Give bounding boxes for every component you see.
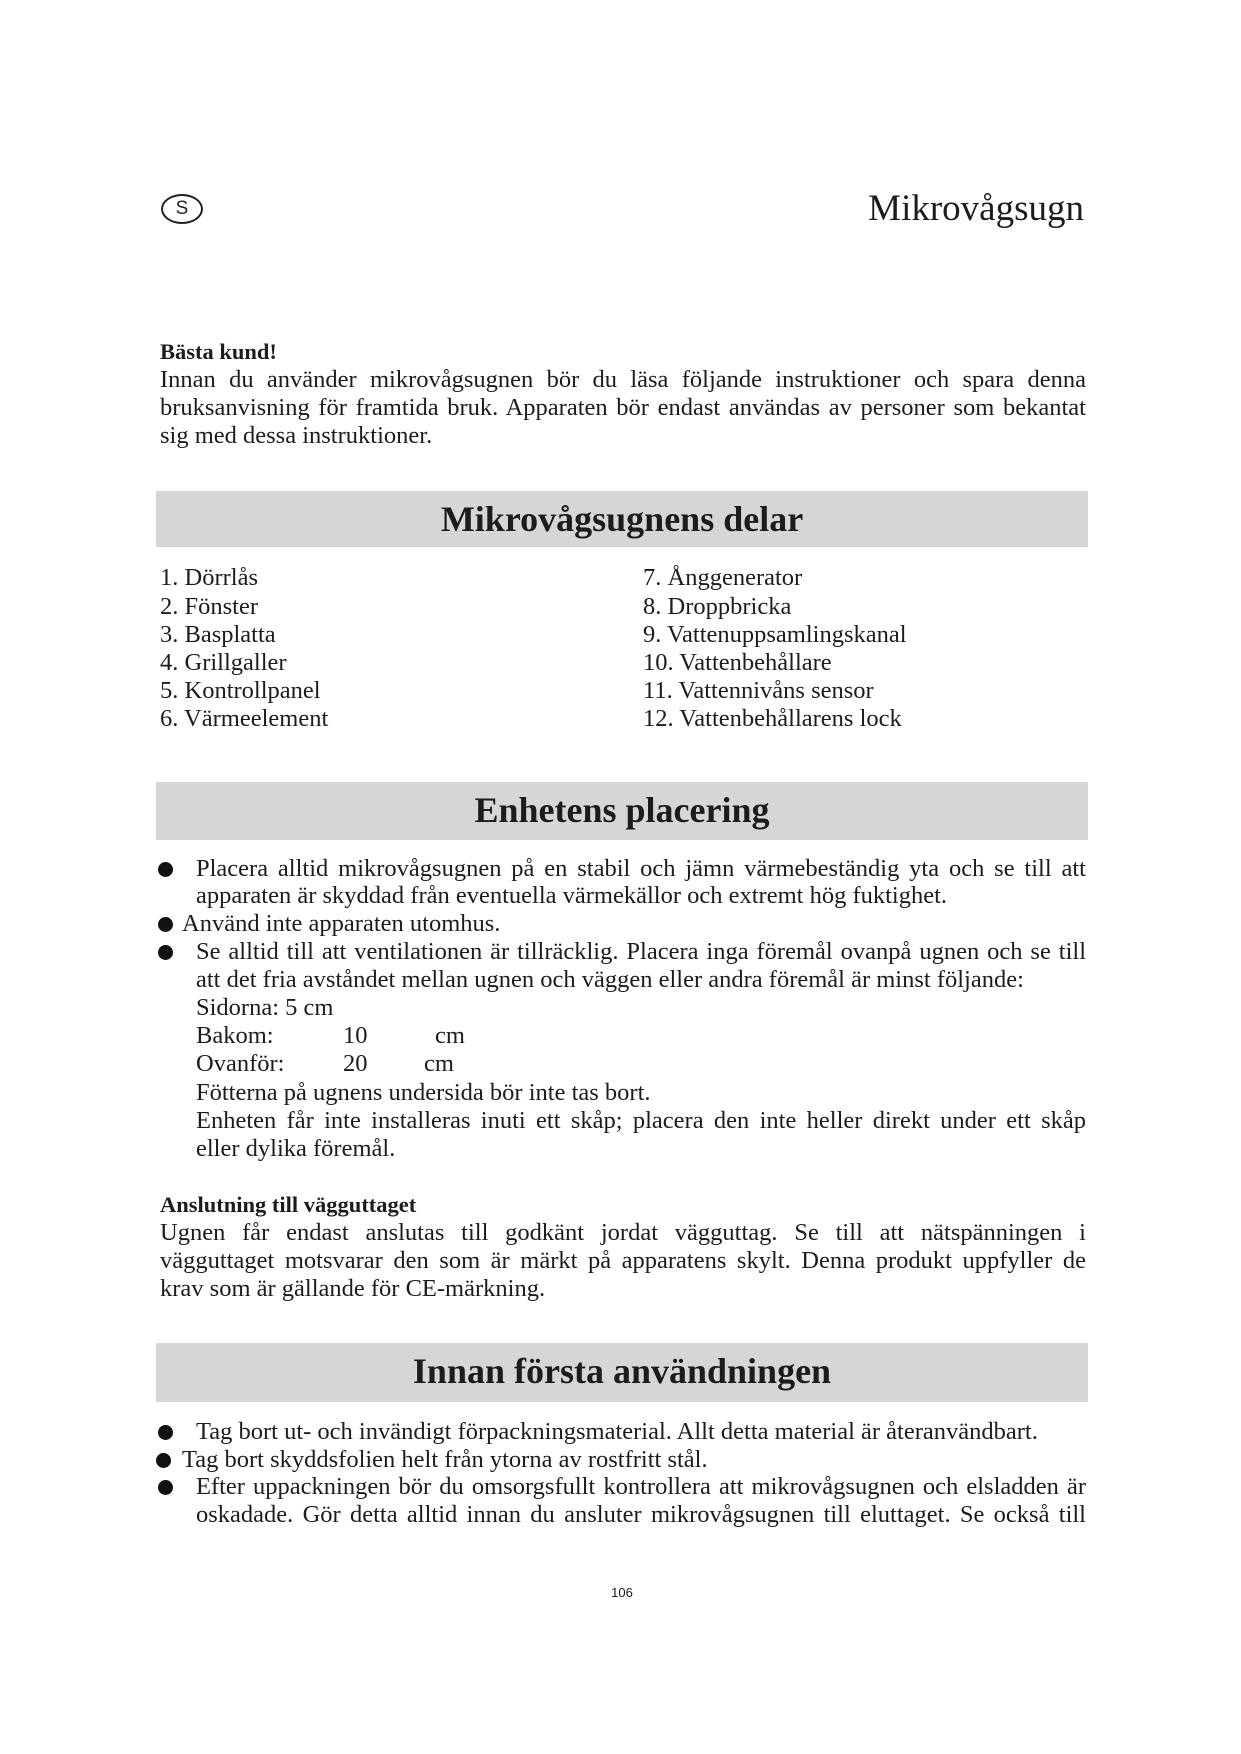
bullet-line: att det fria avståndet mellan ugnen och väggen eller andra föremål är minst följande: xyxy=(196,966,1024,993)
part-item: 10. Vattenbehållare xyxy=(643,649,832,676)
bullet-line: Placera alltid mikrovågsugnen på en stabil och jämn värmebeständig yta och se till att xyxy=(196,855,1086,882)
bullet-line: Efter uppackningen bör du omsorgsfullt kontrollera att mikrovågsugnen och elsladden är xyxy=(196,1473,1086,1500)
note-line: eller dylika föremål. xyxy=(196,1135,396,1162)
part-item: 11. Vattennivåns sensor xyxy=(643,677,874,704)
bullet-icon xyxy=(156,1453,171,1468)
part-item: 12. Vattenbehållarens lock xyxy=(643,705,902,732)
clearance-value: 20 xyxy=(343,1050,368,1077)
section-heading-placement: Enhetens placering xyxy=(156,782,1088,840)
bullet-line: Tag bort ut- och invändigt förpackningsmaterial. Allt detta material är återanvändbart. xyxy=(196,1418,1038,1445)
part-item: 1. Dörrlås xyxy=(160,564,258,591)
note-line: Enheten får inte installeras inuti ett skåp; placera den inte heller direkt under ett skåp xyxy=(196,1107,1086,1134)
part-item: 2. Fönster xyxy=(160,593,258,620)
bullet-icon xyxy=(158,945,173,960)
part-item: 8. Droppbricka xyxy=(643,593,792,620)
greeting: Bästa kund! xyxy=(160,339,277,364)
intro-line: sig med dessa instruktioner. xyxy=(160,422,433,449)
subheading-connection: Anslutning till vägguttaget xyxy=(160,1192,417,1217)
clearance-label: Ovanför: xyxy=(196,1050,285,1077)
clearance-unit: cm xyxy=(424,1050,454,1077)
clearance-label: Bakom: xyxy=(196,1022,274,1049)
bullet-line: Använd inte apparaten utomhus. xyxy=(182,910,501,937)
bullet-icon xyxy=(158,917,173,932)
clearance-sides: Sidorna: 5 cm xyxy=(196,994,334,1021)
bullet-line: oskadade. Gör detta alltid innan du ansluter mikrovågsugnen till eluttaget. Se också till xyxy=(196,1501,1086,1528)
bullet-line: Tag bort skyddsfolien helt från ytorna av rostfritt stål. xyxy=(182,1446,708,1473)
bullet-icon xyxy=(158,1425,173,1440)
page-number: 106 xyxy=(611,1585,633,1600)
bullet-line: apparaten är skyddad från eventuella värmekällor och extremt hög fuktighet. xyxy=(196,882,948,909)
section-heading-parts: Mikrovågsugnens delar xyxy=(156,491,1088,547)
page-title: Mikrovågsugn xyxy=(868,188,1084,229)
note-line: Fötterna på ugnens undersida bör inte tas bort. xyxy=(196,1079,651,1106)
clearance-unit: cm xyxy=(435,1022,465,1049)
part-item: 4. Grillgaller xyxy=(160,649,287,676)
section-heading-first-use: Innan första användningen xyxy=(156,1343,1088,1402)
intro-line: bruksanvisning för framtida bruk. Apparaten bör endast användas av personer som bekantat xyxy=(160,394,1086,421)
connection-line: krav som är gällande för CE-märkning. xyxy=(160,1275,546,1302)
part-item: 5. Kontrollpanel xyxy=(160,677,321,704)
part-item: 3. Basplatta xyxy=(160,621,276,648)
part-item: 6. Värmeelement xyxy=(160,705,329,732)
language-badge: S xyxy=(161,194,203,224)
bullet-line: Se alltid till att ventilationen är tillräcklig. Placera inga föremål ovanpå ugnen och se till xyxy=(196,938,1086,965)
intro-line: Innan du använder mikrovågsugnen bör du läsa följande instruktioner och spara denna xyxy=(160,366,1086,393)
clearance-value: 10 xyxy=(343,1022,368,1049)
bullet-icon xyxy=(158,862,173,877)
connection-line: vägguttaget motsvarar den som är märkt på apparatens skylt. Denna produkt uppfyller de xyxy=(160,1247,1086,1274)
bullet-icon xyxy=(158,1480,173,1495)
part-item: 9. Vattenuppsamlingskanal xyxy=(643,621,907,648)
part-item: 7. Ånggenerator xyxy=(643,564,803,591)
connection-line: Ugnen får endast anslutas till godkänt jordat vägguttag. Se till att nätspänningen i xyxy=(160,1219,1086,1246)
